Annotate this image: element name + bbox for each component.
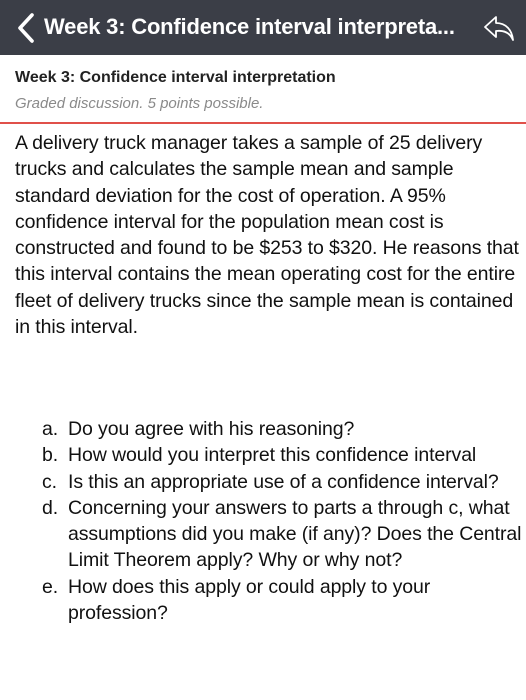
- question-item: [42, 469, 524, 495]
- question-letter: b.: [42, 444, 59, 467]
- question-letter: a.: [42, 418, 59, 440]
- question-letter: d.: [42, 496, 59, 519]
- question-text: How would you interpret this confidence interval: [68, 444, 477, 467]
- question-item: [42, 416, 524, 442]
- question-item: [42, 442, 524, 468]
- header-divider: [0, 122, 526, 124]
- question-text: How does this apply or could apply to your profession?: [68, 575, 431, 625]
- navigation-bar: [0, 0, 526, 55]
- share-reply-icon[interactable]: [482, 13, 516, 43]
- question-letter: c.: [42, 470, 57, 493]
- question-text: Concerning your answers to parts a through c, what assumptions did you make (if any)? Does the Central Limit Theorem apply? Why or why not?: [68, 496, 522, 572]
- question-text: Is this an appropriate use of a confidence interval?: [68, 470, 499, 493]
- discussion-meta: Graded discussion. 5 points possible.: [15, 95, 264, 112]
- prompt-paragraph: A delivery truck manager takes a sample of 25 delivery trucks and calculates the sample mean and sample standard deviation for the cost of operation. A 95% confidence interval for the population mean cost is constructed and found to be $253 to $320. He reasons that this interval contains the mean operating cost for the entire fleet of delivery trucks since the sample mean is contained in this interval.: [15, 132, 519, 339]
- question-letter: e.: [42, 575, 59, 598]
- discussion-header: [0, 55, 526, 122]
- discussion-title: Week 3: Confidence interval interpretation: [15, 69, 336, 86]
- chevron-left-icon[interactable]: [14, 11, 38, 45]
- question-list: [42, 416, 524, 626]
- question-item: [42, 495, 524, 574]
- question-item: [42, 574, 524, 627]
- question-text: Do you agree with his reasoning?: [68, 418, 355, 440]
- nav-title: Week 3: Confidence interval interpreta...: [44, 14, 455, 39]
